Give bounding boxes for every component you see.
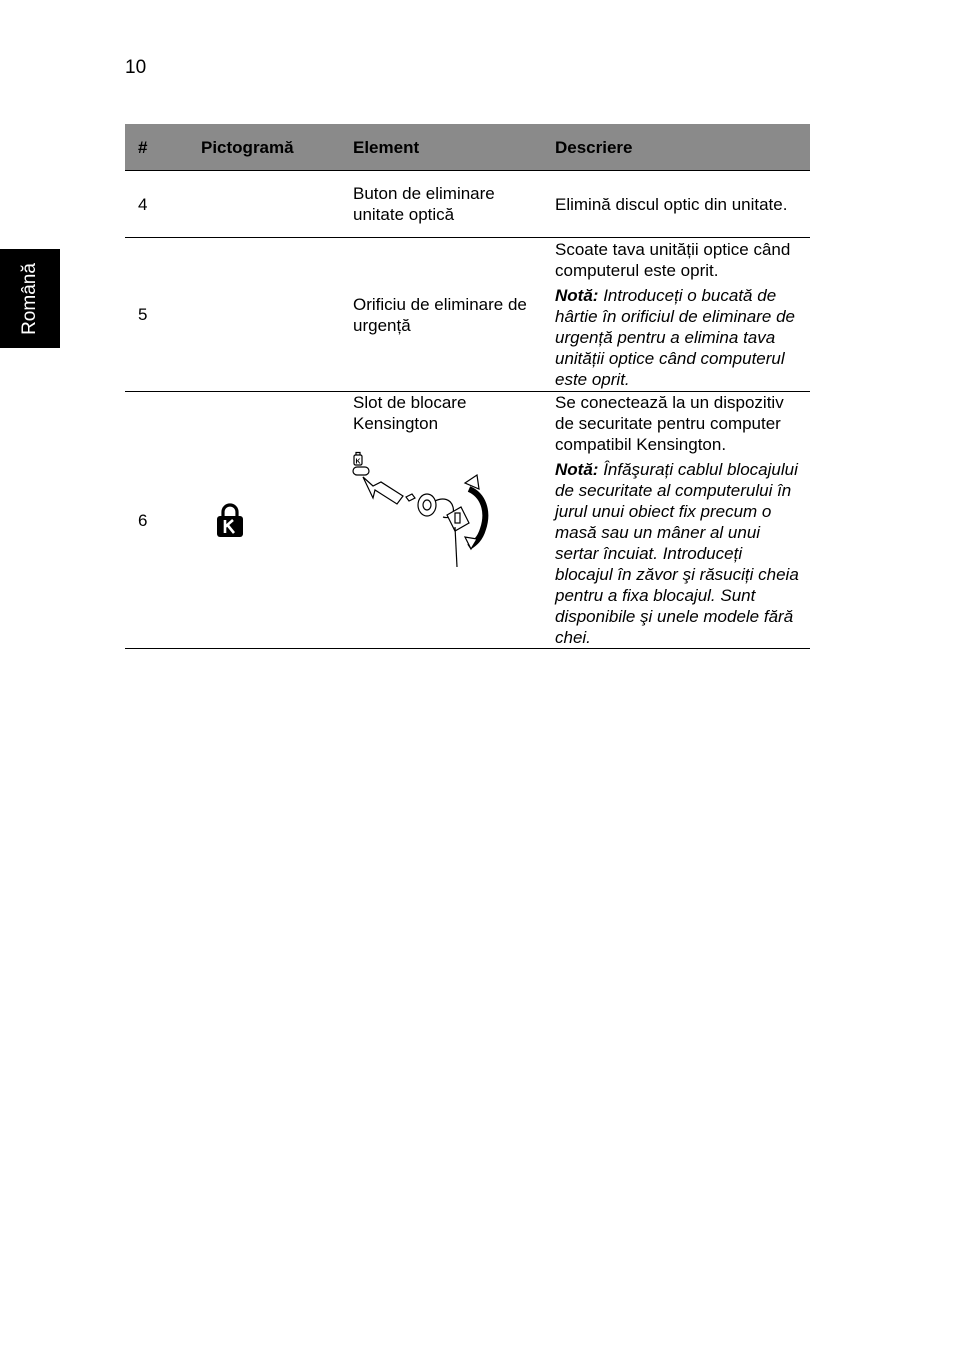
table-header-row [125, 124, 810, 171]
row-element: Buton de eliminare unitate optică [340, 171, 542, 238]
page-number: 10 [125, 57, 147, 78]
row-element: Orificiu de eliminare de urgență [340, 238, 542, 392]
note-label: Notă: [555, 460, 599, 479]
row-number: 4 [125, 171, 188, 238]
language-side-tab [0, 249, 60, 348]
row-description-cell [542, 238, 810, 392]
row-description-cell [542, 392, 810, 649]
row-element-cell [340, 392, 542, 649]
language-tab-label: Română [19, 263, 40, 335]
kensington-lock-illustration [351, 451, 507, 571]
row-element: Slot de blocare Kensington [353, 393, 467, 433]
kensington-lock-icon [216, 502, 244, 538]
specification-table [125, 124, 810, 649]
row-note [555, 285, 802, 390]
table-row [125, 392, 810, 649]
row-number: 5 [125, 238, 188, 392]
table-row [125, 238, 810, 392]
header-icon: Pictogramă [188, 124, 340, 171]
table-row [125, 171, 810, 238]
row-icon-cell [188, 238, 340, 392]
svg-text:K: K [355, 458, 361, 466]
row-description: Elimină discul optic din unitate. [555, 194, 788, 214]
row-note [555, 459, 802, 648]
row-description: Se conectează la un dispozitiv de securitate pentru computer compatibil Kensington. [555, 393, 784, 454]
note-label: Notă: [555, 286, 599, 305]
row-number: 6 [125, 392, 188, 649]
note-text: Înfăşurați cablul blocajului de securitate al computerului în jurul unui obiect fix precum o masă sau un mâner al unui sertar încuiat. Introduceți blocajul în zăvor şi răsuciți cheia pentru a fixa blocajul. Sunt disponibile şi unele modele fără chei. [555, 460, 799, 647]
row-description: Scoate tava unității optice când computerul este oprit. [555, 240, 791, 280]
row-icon-cell [188, 171, 340, 238]
row-icon-cell [188, 392, 340, 649]
header-element: Element [340, 124, 542, 171]
row-description-cell [542, 171, 810, 238]
header-number: # [125, 124, 188, 171]
note-text: Introduceți o bucată de hârtie în orificiul de eliminare de urgență pentru a elimina tava unității optice când computerul este oprit. [555, 286, 796, 389]
header-description: Descriere [542, 124, 810, 171]
